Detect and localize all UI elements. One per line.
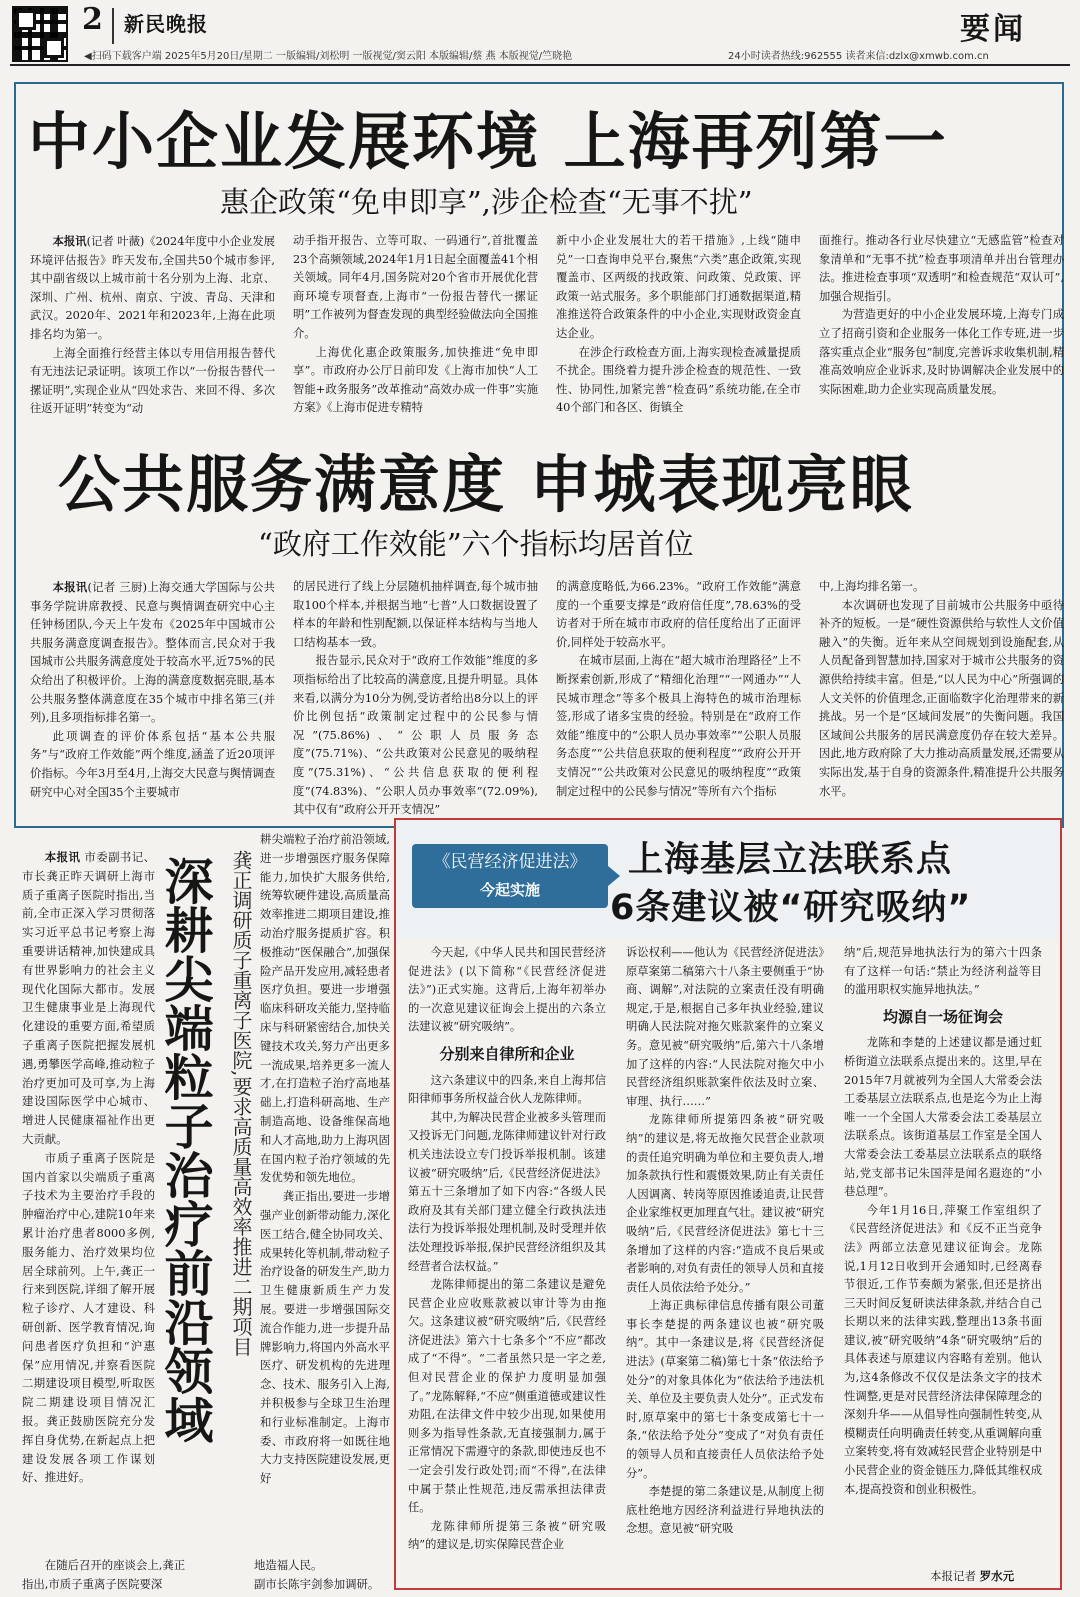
- article2-para: 本次调研也发现了目前城市公共服务中亟待补齐的短板。一是“硬性资源供给与软性人文价值融入”的失衡。近年来从空间规划到设施配套,从人员配备到智慧加持,国家对于城市公共服务的资源供给持续丰富。但是,“以人民为中心”所强调的人文关怀的价值理念,正面临数字化治理带来的新挑战。另一个是“区域间发展”的失衡问题。我国区域间公共服务的居民满意度仍存在较大差异。因此,地方政府除了大力推动高质量发展,还需要从实际出发,基于自身的资源条件,精准提升公共服务水平。: [819, 598, 1064, 798]
- masthead: [0, 0, 1080, 74]
- article4-para: 今天起,《中华人民共和国民营经济促进法》(以下简称“《民营经济促进法》”)正式实施。这背后,上海年初举办的一次意见建议征询会上提出的六条立法建议被“研究吸纳”。: [408, 946, 606, 1034]
- article1-para: 动手指开报告、立等可取、一码通行”,首批覆盖23个高频领域,2024年1月1日起全面覆盖41个相关领域。同年4月,国务院对20个省市开展优化营商环境专项督查,上海市“一份报告替代一摞证明”工作被列为督查发现的典型经验做法向全国推介。: [293, 234, 538, 340]
- article3-para: 市委副书记、市长龚正昨天调研上海市质子重离子医院时指出,当前,全市正深入学习贯彻落实习近平总书记考察上海重要讲话精神,加快建成具有世界影响力的社会主义现代化国际大都市。发展卫生健康事业是上海现代化建设的重要方面,希望质子重离子医院把握发展机遇,勇攀医学高峰,推动粒子治疗更加可及可享,为上海建设国际医学中心城市、增进人民健康福祉作出更大贡献。: [22, 850, 155, 1146]
- article2-col-4: [819, 578, 1064, 816]
- article3-byline: 本报讯: [44, 850, 81, 864]
- article1-body: [30, 232, 1064, 422]
- article1-para: 上海优化惠企政策服务,加快推进“免申即享”。市政府办公厅日前印发《上海市加快“人工智能+政务服务”改革推动“高效办成一件事”实施方案》《上海市促进专精特: [293, 345, 538, 415]
- article1-headline[interactable]: 中小企业发展环境 上海再列第一: [28, 105, 948, 178]
- article4-signature: [930, 1568, 1014, 1584]
- article1-subheadline: 惠企政策“免申即享”,涉企检查“无事不扰”: [220, 185, 753, 219]
- page-number: 2: [82, 2, 103, 37]
- article2-para: 此项调查的评价体系包括“基本公共服务”与“政府工作效能”两个维度,涵盖了近20项评价指标。今年3月至4月,上海交大民意与舆情调查研究中心对全国35个主要城市: [30, 729, 275, 799]
- article2-col-3: [556, 578, 801, 816]
- article4-tag-line1: 《民营经济促进法》: [433, 852, 587, 872]
- article4-para: 这六条建议中的四条,来自上海邦信阳律师事务所权益合伙人龙陈律师。: [408, 1073, 606, 1106]
- article4-col-3: [844, 944, 1042, 1580]
- article3-subtitle: 龚正调研质子重离子医院,要求高质量高效率推进二期项目: [229, 850, 253, 1357]
- article3-col-1: [22, 848, 155, 1588]
- article2-para: (记者 三厨)上海交通大学国际与公共事务学院讲席教授、民意与舆情调查研究中心主任钟杨团队,今天上午发布《2025年中国城市公共服务满意度调查报告》。整体而言,民众对于我国城市公共服务满意度处于较高水平,近75%的民众给出了积极评价。上海的满意度数据亮眼,基本公共服务整体满意度在35个城市中排名第三(并列),且多项指标排名第一。: [30, 581, 275, 725]
- article3-col-3: [260, 830, 390, 1555]
- article3-para: 龚正指出,要进一步增强产业创新带动能力,深化医工结合,健全协同攻关、成果转化等机制,带动粒子治疗设备的研发生产,助力卫生健康新质生产力发展。要进一步增强国际交流合作能力,进一步提升品牌影响力,将国内外高水平医疗、研发机构的先进理念、技术、服务引入上海,并积极参与全球卫生治理和行业标准制定。上海市委、市政府将一如既往地大力支持医院建设发展,更好: [260, 1189, 390, 1486]
- article4-para: 上海正典标律信息传播有限公司董事长李楚提的两条建议也被“研究吸纳”。其中一条建议是,将《民营经济促进法》(草案第二稿)第七十条“依法给予处分”的对象具体化为“依法给予违法机关、单位及主要负责人处分”。正式发布时,原草案中的第七十条变成第七十一条,“依法给予处分”变成了“对负有责任的领导人员和直接责任人员依法给予处分”。: [626, 1299, 824, 1480]
- article1-para: (记者 叶薇)《2024年度中小企业发展环境评估报告》昨天发布,全国共50个城市参评,其中副省级以上城市前十名分别为上海、北京、深圳、广州、杭州、南京、宁波、青岛、天津和武汉。2020年、2021年和2023年,上海在此项排名均为第一。: [30, 235, 275, 341]
- section-name: 要闻: [960, 12, 1026, 47]
- article3-para: 市质子重离子医院是国内首家以尖端质子重离子技术为主要治疗手段的肿瘤治疗中心,建院10年来累计治疗患者8000多例,服务能力、治疗效果均位居全球前列。上午,龚正一行来到医院,详细了解开展粒子诊疗、人才建设、科研创新、医学教育情况,询问患者医疗负担和“沪惠保”应用情况,并察看医院二期建设项目模型,听取医院二期建设项目情况汇报。龚正鼓励医院充分发挥自身优势,在新起点上把建设发展各项工作谋划好、推进好。: [22, 1150, 155, 1485]
- article4-body: [408, 944, 1042, 1580]
- article4-col-2: [626, 944, 824, 1580]
- article2-col-2: [293, 578, 538, 816]
- article4-para: 龙陈律师所提第三条被“研究吸纳”的建议是,切实保障民营企业: [408, 1519, 606, 1552]
- article4-para: 李楚提的第二条建议是,从制度上彻底杜绝地方因经济利益进行异地执法的念想。意见被“研究吸: [626, 1485, 824, 1536]
- reader-hotline: 24小时读者热线:962555 读者来信:dzlx@xmwb.com.cn: [728, 51, 989, 62]
- article4-col-1: [408, 944, 606, 1580]
- article1-para: 在涉企行政检查方面,上海实现检查减量提质不扰企。围绕着力提升涉企检查的规范性、一致性、协同性,加紧完善“检查码”系统功能,在全市40个部门和各区、街镇全: [556, 345, 801, 415]
- paper-name: 新民晚报: [124, 12, 208, 36]
- article4-sign-name: 罗水元: [979, 1569, 1015, 1583]
- article4-sign-label: 本报记者: [930, 1569, 976, 1583]
- article2-para: 的居民进行了线上分层随机抽样调查,每个城市抽取100个样本,并根据当地“七普”人口数据设置了样本的年龄和性别配额,以保证样本结构与当地人口结构基本一致。: [293, 580, 538, 649]
- article4-para: 龙陈律师提出的第二条建议是避免民营企业应收账款被以审计等为由拖欠。这条建议被“研究吸纳”后,《民营经济促进法》第六十七条多个“不应”都改成了“不得”。“二者虽然只是一字之差,但对民营企业的保护力度明显加强了。”龙陈解释,“不应”侧重道德或建议性劝阻,在法律文件中较少出现,如果使用则多为指导性条款,无直接强制力,属于正常情况下需遵守的条款,即使违反也不一定会引发行政处罚;而“不得”,在法律中属于禁止性规范,违反需承担法律责任。: [408, 1278, 606, 1515]
- article3-para: 耕尖端粒子治疗前沿领域,进一步增强医疗服务保障能力,加快扩大服务供给,统筹软硬件建设,高质量高效率推进二期项目建设,推动治疗服务提质扩容。积极推动“医保融合”,加强保险产品开发应用,减轻患者医疗负担。要进一步增强临床科研攻关能力,坚持临床与科研紧密结合,加快关键技术攻关,努力产出更多一流成果,培养更多一流人才,在打造粒子治疗高地基础上,打造科研高地、生产制造高地、设备维保高地和人才高地,助力上海巩固在国内粒子治疗领域的先发优势和领先地位。: [260, 832, 390, 1185]
- article1-para: 新中小企业发展壮大的若干措施》,上线“随申兑”一口查询申兑平台,聚焦“六类”惠企政策,实现覆盖市、区两级的找政策、问政策、兑政策、评政策一站式服务。多个职能部门打通数据渠道,精准推送符合政策条件的中小企业,实现财政资金直达企业。: [556, 234, 801, 340]
- article2-body: [30, 578, 1064, 816]
- article4-para: 其中,为解决民营企业被多头管理而又投诉无门问题,龙陈律师建议针对行政机关违法设立专门投诉举报机制。该建议被“研究吸纳”后,《民营经济促进法》第五十三条增加了如下内容:“各级人民政府及其有关部门建立健全行政执法违法行为投诉举报处理机制,及时受理并依法处理投诉举报,保护民营经济组织及其经营者合法权益。”: [408, 1110, 606, 1273]
- article2-subheadline: “政府工作效能”六个指标均居首位: [258, 527, 694, 561]
- article1-byline: 本报讯: [52, 234, 87, 248]
- article1-para: 面推行。推动各行业尽快建立“无感监管”检查对象清单和“无事不扰”检查事项清单并出台管理办法。推进检查事项“双透明”和检查规范“双认可”,加强合规指引。: [819, 234, 1064, 303]
- article4-tag: [412, 844, 608, 908]
- article4-subheading: 均源自一场征询会: [882, 1007, 1003, 1026]
- article4-para: 诉讼权利——他认为《民营经济促进法》原草案第二稿第六十八条主要侧重于“协商、调解”,对法院的立案责任没有明确规定,于是,根据自己多年执业经验,建议明确人民法院对拖欠账款案件的立案义务。意见被“研究吸纳”后,第六十八条增加了这样的内容:“人民法院对拖欠中小民营经济组织账款案件依法及时立案、审理、执行……”: [626, 946, 824, 1108]
- article4-para: 纳”后,规范异地执法行为的第六十四条有了这样一句话:“禁止为经济利益等目的滥用职权实施异地执法。”: [844, 946, 1042, 997]
- article4-para: 今年1月16日,萍聚工作室组织了《民营经济促进法》和《反不正当竞争法》两部立法意见建议征询会。龙陈说,1月12日收到开会通知时,已经离春节很近,工作节奏颇为紧张,但还是挤出三天时间反复研读法律条款,并结合自己长期以来的法律实践,整理出13条书面建议,被“研究吸纳”4条“研究吸纳”后的具体表述与原建议内容略有差别。他认为,这4条修改不仅仅是法条文字的技术性调整,更是对民营经济法律保障理念的深刻升华——从倡导性向强制性转变,从模糊责任向明确责任转变,从重调解向重立案转变,将有效减轻民营企业特别是中小民营企业的资金链压力,降低其维权成本,提高投资和创业积极性。: [844, 1203, 1042, 1496]
- article1-col-2: [293, 232, 538, 422]
- article3-tail-left: 在随后召开的座谈会上,龚正指出,市质子重离子医院要深: [22, 1558, 186, 1591]
- article4-para: 龙陈律师所提第四条被“研究吸纳”的建议是,将无故拖欠民营企业款项的责任追究明确为单位和主要负责人,增加条款执行性和震慑效果,防止有关责任人因调离、转岗等原因推诿追责,让民营企业家维权更加理直气壮。建议被“研究吸纳”后,《民营经济促进法》第七十三条增加了这样的内容:“造成不良后果或者影响的,对负有责任的领导人员和直接责任人员依法给予处分。”: [626, 1113, 824, 1294]
- article1-para: 为营造更好的中小企业发展环境,上海专门成立了招商引资和企业服务一体化工作专班,进一步落实重点企业“服务包”制度,完善诉求收集机制,精准高效响应企业诉求,及时协调解决企业发展中的实际困难,助力企业实现高质量发展。: [819, 308, 1064, 396]
- article4-title-line1[interactable]: 上海基层立法联系点: [628, 840, 953, 880]
- qr-code-icon[interactable]: [12, 6, 68, 62]
- article2-para: 报告显示,民众对于“政府工作效能”维度的多项指标给出了比较高的满意度,且提升明显。具体来看,以满分为10分为例,受访者给出8分以上的评价比例包括“政策制定过程中的公民参与情况”(75.86%)、“公职人员服务态度”(75.71%)、“公共政策对公民意见的吸纳程度”(75.31%)、“公共信息获取的便利程度”(74.83%)、“公职人员办事效率”(72.09%),其中仅有“政府公开开支情况”: [293, 654, 538, 816]
- article2-para: 在城市层面,上海在“超大城市治理路径”上不断探索创新,形成了“精细化治理”“一网通办”“人民城市理念”等多个极具上海特色的城市治理标签,形成了诸多宝贵的经验。特别是在“政府工作效能”维度中的“公职人员办事效率”“公职人员服务态度”“公共信息获取的便利程度”“政府公开开支情况”“公共政策对公民意见的吸纳程度”“政策制定过程中的公民参与情况”等所有六个指标: [556, 654, 801, 798]
- article4-tag-line2: 今起实施: [479, 881, 540, 899]
- article1-col-3: [556, 232, 801, 422]
- article1-para: 上海全面推行经营主体以专用信用报告替代有无违法记录证明。该项工作以“一份报告替代一摞证明”,实现企业从“四处求告、来回不得、多次往返开证明”转变为“动: [30, 346, 275, 416]
- masthead-rule: [10, 64, 1070, 66]
- article4-para: 龙陈和李楚的上述建议都是通过虹桥街道立法联系点提出来的。这里,早在2015年7月就被列为全国人大常委会法工委基层立法联系点,也是迄今为止上海唯一一个全国人大常委会法工委基层立法联系点。该街道基层工作室是全国人大常委会法工委基层立法联系点的联络站,党支部书记朱国萍是闻名遐迩的“小巷总理”。: [844, 1036, 1042, 1199]
- masthead-separator: [112, 8, 114, 44]
- article3-tail: [22, 1556, 392, 1594]
- article2-byline: 本报讯: [52, 580, 88, 594]
- article3-tail-right: 地造福人民。 副市长陈宇剑参加调研。: [254, 1558, 380, 1591]
- article4-subheading: 分别来自律所和企业: [439, 1044, 575, 1063]
- article2-headline[interactable]: 公共服务满意度 申城表现亮眼: [58, 448, 914, 521]
- article2-col-1: [30, 578, 275, 816]
- article2-para: 的满意度略低,为66.23%。“政府工作效能”满意度的一个重要支撑是“政府信任度”,78.63%的受访者对于所在城市市政府的信任度给出了正面评价,同样处于较高水平。: [556, 580, 801, 649]
- article2-para: 中,上海均排名第一。: [819, 580, 925, 593]
- article1-col-4: [819, 232, 1064, 422]
- edit-line: ◀扫码下载客户端 2025年5月20日/星期二 一版编辑/刘松明 一版视觉/窦云阳 本版编辑/蔡 燕 本版视觉/竺晓艳: [84, 51, 573, 62]
- article1-col-1: [30, 232, 275, 422]
- article4-title-line2[interactable]: 6条建议被“研究吸纳”: [610, 888, 972, 928]
- article3-title[interactable]: 深耕尖端粒子治疗前沿领域: [157, 856, 214, 1444]
